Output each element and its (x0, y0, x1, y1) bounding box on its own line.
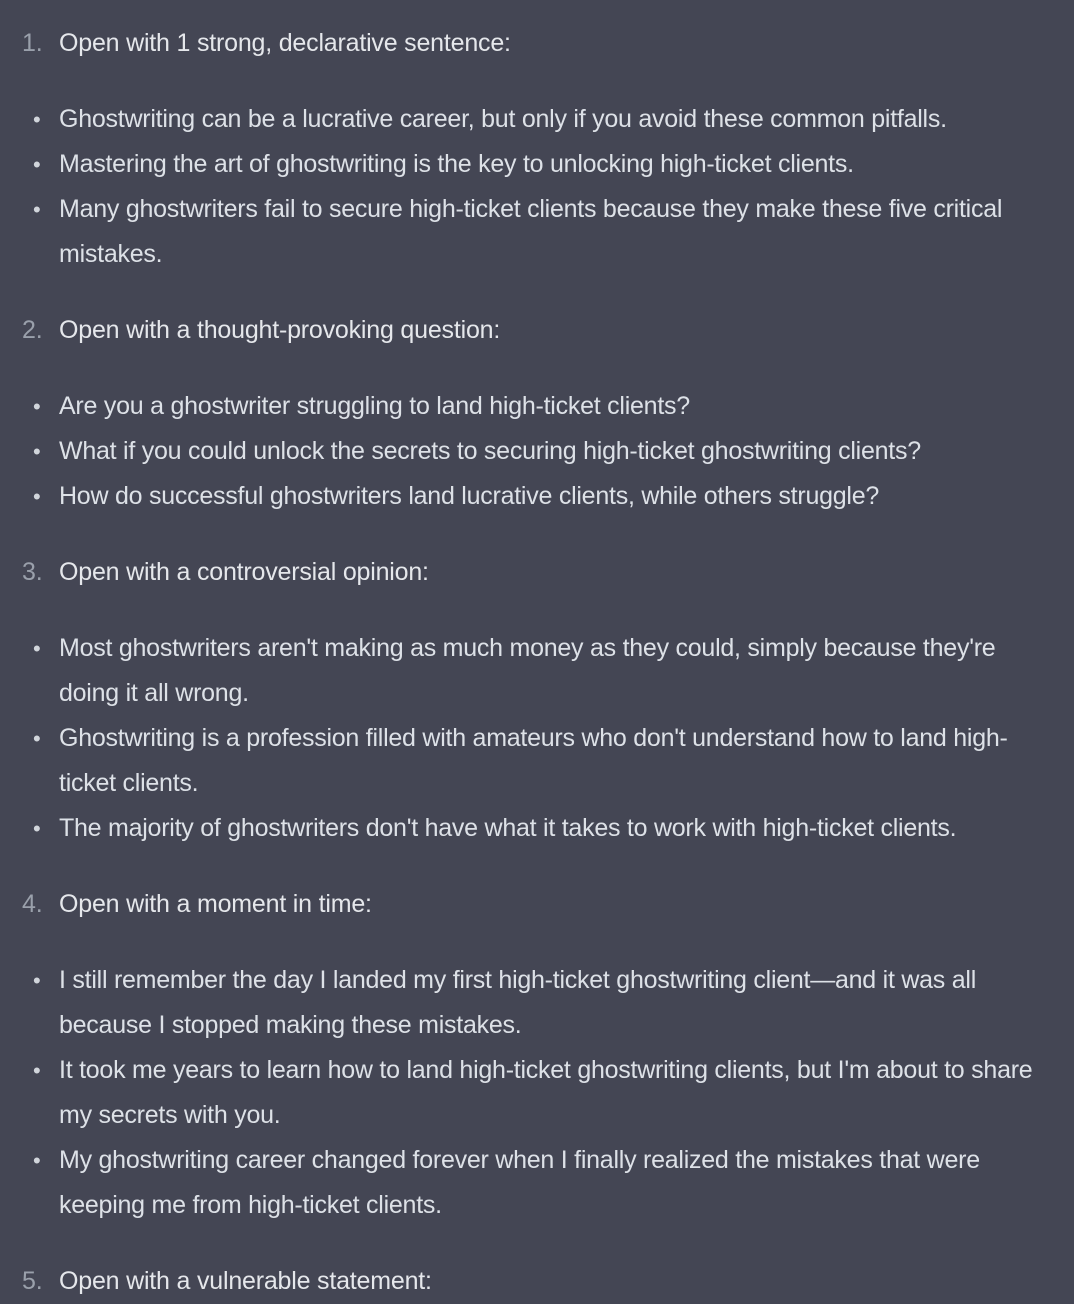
list-number: 2. (22, 316, 43, 344)
list-number: 4. (22, 890, 43, 918)
list-number: 1. (22, 29, 43, 57)
list-item-text: My ghostwriting career changed forever when I finally realized the mistakes that were keeping me from high-ticket clients. (59, 1146, 980, 1219)
bullet-icon: • (33, 1058, 41, 1083)
bullet-icon: • (33, 394, 41, 419)
bullet-icon: • (33, 484, 41, 509)
list-item-text: Are you a ghostwriter struggling to land high-ticket clients? (59, 392, 690, 420)
section-heading-text: Open with a vulnerable statement: (59, 1267, 432, 1295)
bullet-icon: • (33, 816, 41, 841)
section-2 (22, 308, 1058, 519)
bullet-list (22, 958, 1058, 1228)
bullet-icon: • (33, 636, 41, 661)
list-item-text: What if you could unlock the secrets to securing high-ticket ghostwriting clients? (59, 437, 921, 465)
list-item (22, 142, 1058, 187)
list-item-text: I still remember the day I landed my first high-ticket ghostwriting client—and it was all because I stopped making these mistakes. (59, 966, 977, 1039)
list-item (22, 806, 1058, 851)
section-heading (22, 1259, 1058, 1304)
list-item (22, 1048, 1058, 1138)
list-item (22, 474, 1058, 519)
list-item-text: Most ghostwriters aren't making as much money as they could, simply because they're doing it all wrong. (59, 634, 996, 707)
section-3 (22, 550, 1058, 851)
list-item-text: The majority of ghostwriters don't have what it takes to work with high-ticket clients. (59, 814, 957, 842)
list-item (22, 384, 1058, 429)
section-heading (22, 550, 1058, 595)
bullet-list (22, 626, 1058, 851)
list-item (22, 1138, 1058, 1228)
section-heading (22, 882, 1058, 927)
section-heading-text: Open with 1 strong, declarative sentence: (59, 29, 511, 57)
bullet-icon: • (33, 152, 41, 177)
list-number: 5. (22, 1267, 43, 1295)
list-item-text: Mastering the art of ghostwriting is the key to unlocking high-ticket clients. (59, 150, 854, 178)
section-4 (22, 882, 1058, 1228)
list-item (22, 97, 1058, 142)
section-heading-text: Open with a controversial opinion: (59, 558, 429, 586)
bullet-list (22, 384, 1058, 519)
section-heading (22, 21, 1058, 66)
bullet-icon: • (33, 197, 41, 222)
list-item-text: Many ghostwriters fail to secure high-ticket clients because they make these five critical mistakes. (59, 195, 1003, 268)
list-item (22, 187, 1058, 277)
section-heading (22, 308, 1058, 353)
bullet-icon: • (33, 968, 41, 993)
list-item (22, 958, 1058, 1048)
bullet-icon: • (33, 107, 41, 132)
list-item (22, 429, 1058, 474)
section-heading-text: Open with a moment in time: (59, 890, 372, 918)
section-1 (22, 21, 1058, 277)
bullet-icon: • (33, 439, 41, 464)
list-item-text: How do successful ghostwriters land lucrative clients, while others struggle? (59, 482, 880, 510)
section-5 (22, 1259, 1058, 1304)
bullet-icon: • (33, 726, 41, 751)
list-item-text: Ghostwriting is a profession filled with amateurs who don't understand how to land high-ticket clients. (59, 724, 1008, 797)
list-item (22, 716, 1058, 806)
list-item-text: Ghostwriting can be a lucrative career, but only if you avoid these common pitfalls. (59, 105, 947, 133)
list-item (22, 626, 1058, 716)
bullet-icon: • (33, 1148, 41, 1173)
list-item-text: It took me years to learn how to land high-ticket ghostwriting clients, but I'm about to share my secrets with you. (59, 1056, 1033, 1129)
section-heading-text: Open with a thought-provoking question: (59, 316, 501, 344)
list-number: 3. (22, 558, 43, 586)
bullet-list (22, 97, 1058, 277)
